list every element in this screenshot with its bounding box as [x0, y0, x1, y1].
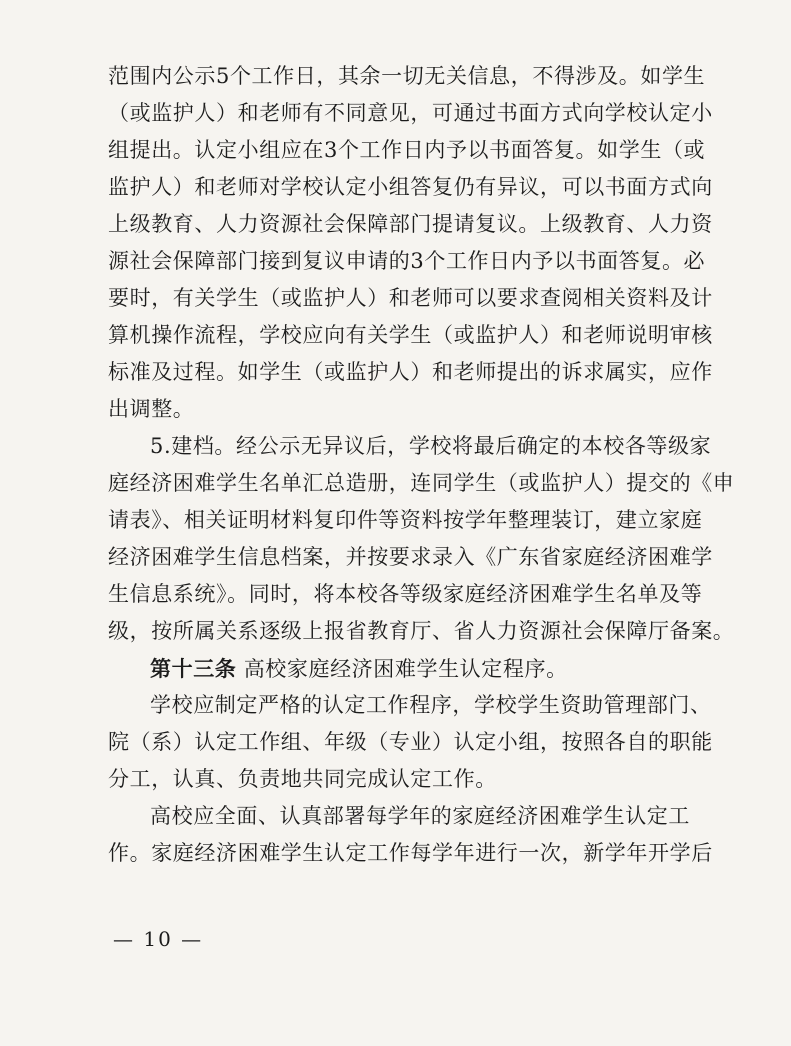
article-heading-line — [108, 650, 698, 687]
text-line-6: 源社会保障部门接到复议申请的3个工作日内予以书面答复。必 — [108, 249, 706, 273]
text-line-5: 上级教育、人力资源社会保障部门提请复议。上级教育、人力资 — [108, 212, 713, 236]
text-line-19: 院（系）认定工作组、年级（专业）认定小组，按照各自的职能 — [108, 730, 713, 754]
text-line-16: 级，按所属关系逐级上报省教育厅、省人力资源社会保障厅备案。 — [108, 619, 735, 643]
text-line-8: 算机操作流程，学校应向有关学生（或监护人）和老师说明审核 — [108, 323, 713, 347]
text-line-11: 5.建档。经公示无异议后，学校将最后确定的本校各等级家 — [150, 434, 712, 458]
text-line-10: 出调整。 — [108, 397, 195, 421]
text-line-13: 请表》、相关证明材料复印件等资料按学年整理装订，建立家庭 — [108, 508, 703, 532]
text-line-22: 作。家庭经济困难学生认定工作每学年进行一次，新学年开学后 — [108, 841, 713, 865]
text-line-2: （或监护人）和老师有不同意见，可通过书面方式向学校认定小 — [108, 101, 713, 125]
text-line-21: 高校应全面、认真部署每学年的家庭经济困难学生认定工 — [150, 804, 690, 828]
text-line-4: 监护人）和老师对学校认定小组答复仍有异议，可以书面方式向 — [108, 175, 713, 199]
text-line-20: 分工，认真、负责地共同完成认定工作。 — [108, 767, 497, 791]
text-line-7: 要时，有关学生（或监护人）和老师可以要求查阅相关资料及计 — [108, 286, 713, 310]
text-line-1: 范围内公示5个工作日，其余一切无关信息，不得涉及。如学生 — [108, 64, 706, 88]
text-line-12: 庭经济困难学生名单汇总造册，连同学生（或监护人）提交的《申 — [108, 471, 735, 495]
text-line-18: 学校应制定严格的认定工作程序，学校学生资助管理部门、 — [150, 693, 712, 717]
article-number: 第十三条 — [150, 656, 237, 681]
text-line-3: 组提出。认定小组应在3个工作日内予以书面答复。如学生（或 — [108, 138, 706, 162]
text-line-9: 标准及过程。如学生（或监护人）和老师提出的诉求属实，应作 — [108, 360, 713, 384]
text-line-15: 生信息系统》。同时，将本校各等级家庭经济困难学生名单及等 — [108, 582, 703, 606]
document-body — [108, 58, 735, 872]
article-title: 高校家庭经济困难学生认定程序。 — [243, 657, 568, 681]
text-line-14: 经济困难学生信息档案，并按要求录入《广东省家庭经济困难学 — [108, 545, 713, 569]
page-number: — 10 — — [113, 927, 204, 951]
